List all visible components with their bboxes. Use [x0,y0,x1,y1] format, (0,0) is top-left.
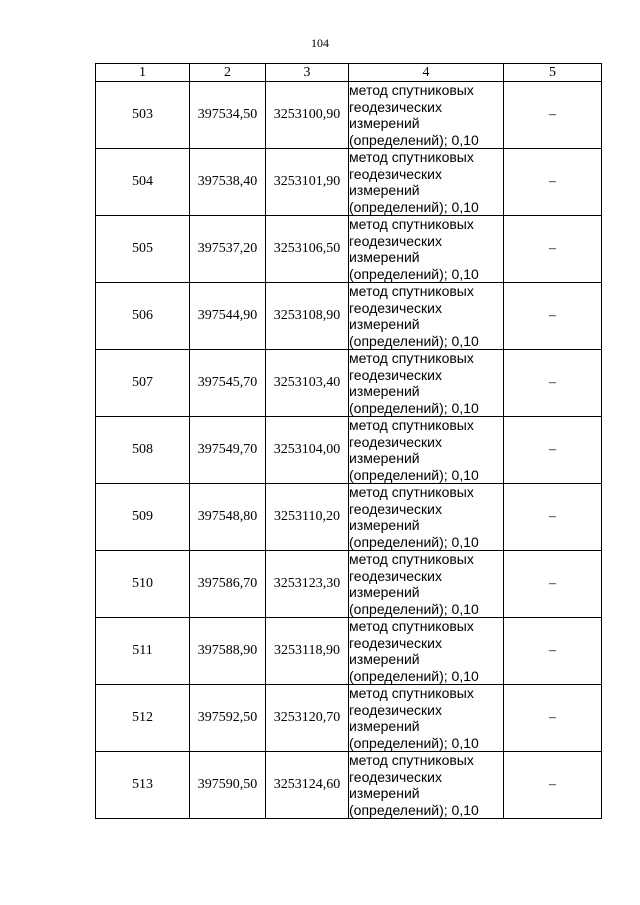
x-coordinate-cell: 397549,70 [190,417,266,484]
method-line: измерений [349,182,420,198]
point-number-cell: 506 [96,283,190,350]
point-number-cell: 504 [96,149,190,216]
method-line: измерений [349,383,420,399]
point-number-cell: 513 [96,752,190,819]
x-coordinate-cell: 397537,20 [190,216,266,283]
page-number: 104 [311,36,329,50]
method-line: геодезических [349,299,442,316]
x-coordinate-cell: 397548,80 [190,484,266,551]
table-row [96,283,602,350]
point-number-cell: 512 [96,685,190,752]
note-cell: – [504,350,602,417]
method-line: метод спутниковых [349,283,474,299]
y-coordinate-cell: 3253120,70 [266,685,349,752]
table-row [96,685,602,752]
method-line: метод спутниковых [349,82,474,98]
column-header: 5 [504,64,602,82]
method-line: (определений); 0,10 [349,533,479,550]
method-line: геодезических [349,500,442,517]
method-line: (определений); 0,10 [349,131,479,148]
column-header: 2 [190,64,266,82]
note-cell: – [504,618,602,685]
table-row [96,350,602,417]
column-header: 3 [266,64,349,82]
method-line: метод спутниковых [349,484,474,500]
method-line: (определений); 0,10 [349,332,479,349]
method-cell [349,82,504,149]
table-row [96,484,602,551]
method-line: (определений); 0,10 [349,801,479,818]
method-cell [349,149,504,216]
table-row [96,752,602,819]
x-coordinate-cell: 397590,50 [190,752,266,819]
y-coordinate-cell: 3253103,40 [266,350,349,417]
coordinates-table [95,63,602,819]
note-cell: – [504,283,602,350]
y-coordinate-cell: 3253118,90 [266,618,349,685]
note-cell: – [504,685,602,752]
column-header: 1 [96,64,190,82]
method-line: геодезических [349,634,442,651]
point-number-cell: 507 [96,350,190,417]
note-cell: – [504,82,602,149]
method-line: измерений [349,785,420,801]
method-line: метод спутниковых [349,618,474,634]
method-line: (определений); 0,10 [349,734,479,751]
method-line: геодезических [349,433,442,450]
method-line: измерений [349,249,420,265]
method-line: (определений); 0,10 [349,198,479,215]
table-row [96,417,602,484]
y-coordinate-cell: 3253124,60 [266,752,349,819]
table-row [96,82,602,149]
point-number-cell: 508 [96,417,190,484]
x-coordinate-cell: 397586,70 [190,551,266,618]
method-cell [349,618,504,685]
y-coordinate-cell: 3253123,30 [266,551,349,618]
method-line: метод спутниковых [349,350,474,366]
method-line: геодезических [349,366,442,383]
method-cell [349,752,504,819]
note-cell: – [504,149,602,216]
point-number-cell: 511 [96,618,190,685]
x-coordinate-cell: 397545,70 [190,350,266,417]
method-cell [349,417,504,484]
method-line: геодезических [349,701,442,718]
method-cell [349,551,504,618]
method-line: метод спутниковых [349,149,474,165]
note-cell: – [504,484,602,551]
method-line: геодезических [349,98,442,115]
method-line: измерений [349,584,420,600]
column-header: 4 [349,64,504,82]
method-line: метод спутниковых [349,685,474,701]
note-cell: – [504,417,602,484]
method-line: геодезических [349,165,442,182]
method-line: измерений [349,718,420,734]
method-line: геодезических [349,768,442,785]
method-line: (определений); 0,10 [349,399,479,416]
y-coordinate-cell: 3253101,90 [266,149,349,216]
method-line: измерений [349,316,420,332]
method-cell [349,283,504,350]
method-line: (определений); 0,10 [349,667,479,684]
y-coordinate-cell: 3253104,00 [266,417,349,484]
method-line: метод спутниковых [349,752,474,768]
method-cell [349,484,504,551]
method-line: (определений); 0,10 [349,466,479,483]
note-cell: – [504,216,602,283]
x-coordinate-cell: 397592,50 [190,685,266,752]
method-line: измерений [349,115,420,131]
table-row [96,216,602,283]
method-line: геодезических [349,232,442,249]
method-line: измерений [349,651,420,667]
point-number-cell: 509 [96,484,190,551]
y-coordinate-cell: 3253108,90 [266,283,349,350]
method-line: метод спутниковых [349,551,474,567]
y-coordinate-cell: 3253106,50 [266,216,349,283]
table-header-row [96,64,602,82]
table-row [96,149,602,216]
x-coordinate-cell: 397534,50 [190,82,266,149]
table-body [96,82,602,819]
method-cell [349,685,504,752]
method-line: (определений); 0,10 [349,265,479,282]
x-coordinate-cell: 397544,90 [190,283,266,350]
note-cell: – [504,551,602,618]
note-cell: – [504,752,602,819]
x-coordinate-cell: 397588,90 [190,618,266,685]
x-coordinate-cell: 397538,40 [190,149,266,216]
y-coordinate-cell: 3253110,20 [266,484,349,551]
method-line: метод спутниковых [349,216,474,232]
point-number-cell: 510 [96,551,190,618]
method-line: измерений [349,450,420,466]
method-line: метод спутниковых [349,417,474,433]
method-line: измерений [349,517,420,533]
method-line: (определений); 0,10 [349,600,479,617]
table-row [96,618,602,685]
method-cell [349,350,504,417]
point-number-cell: 505 [96,216,190,283]
method-line: геодезических [349,567,442,584]
y-coordinate-cell: 3253100,90 [266,82,349,149]
point-number-cell: 503 [96,82,190,149]
method-cell [349,216,504,283]
table-row [96,551,602,618]
